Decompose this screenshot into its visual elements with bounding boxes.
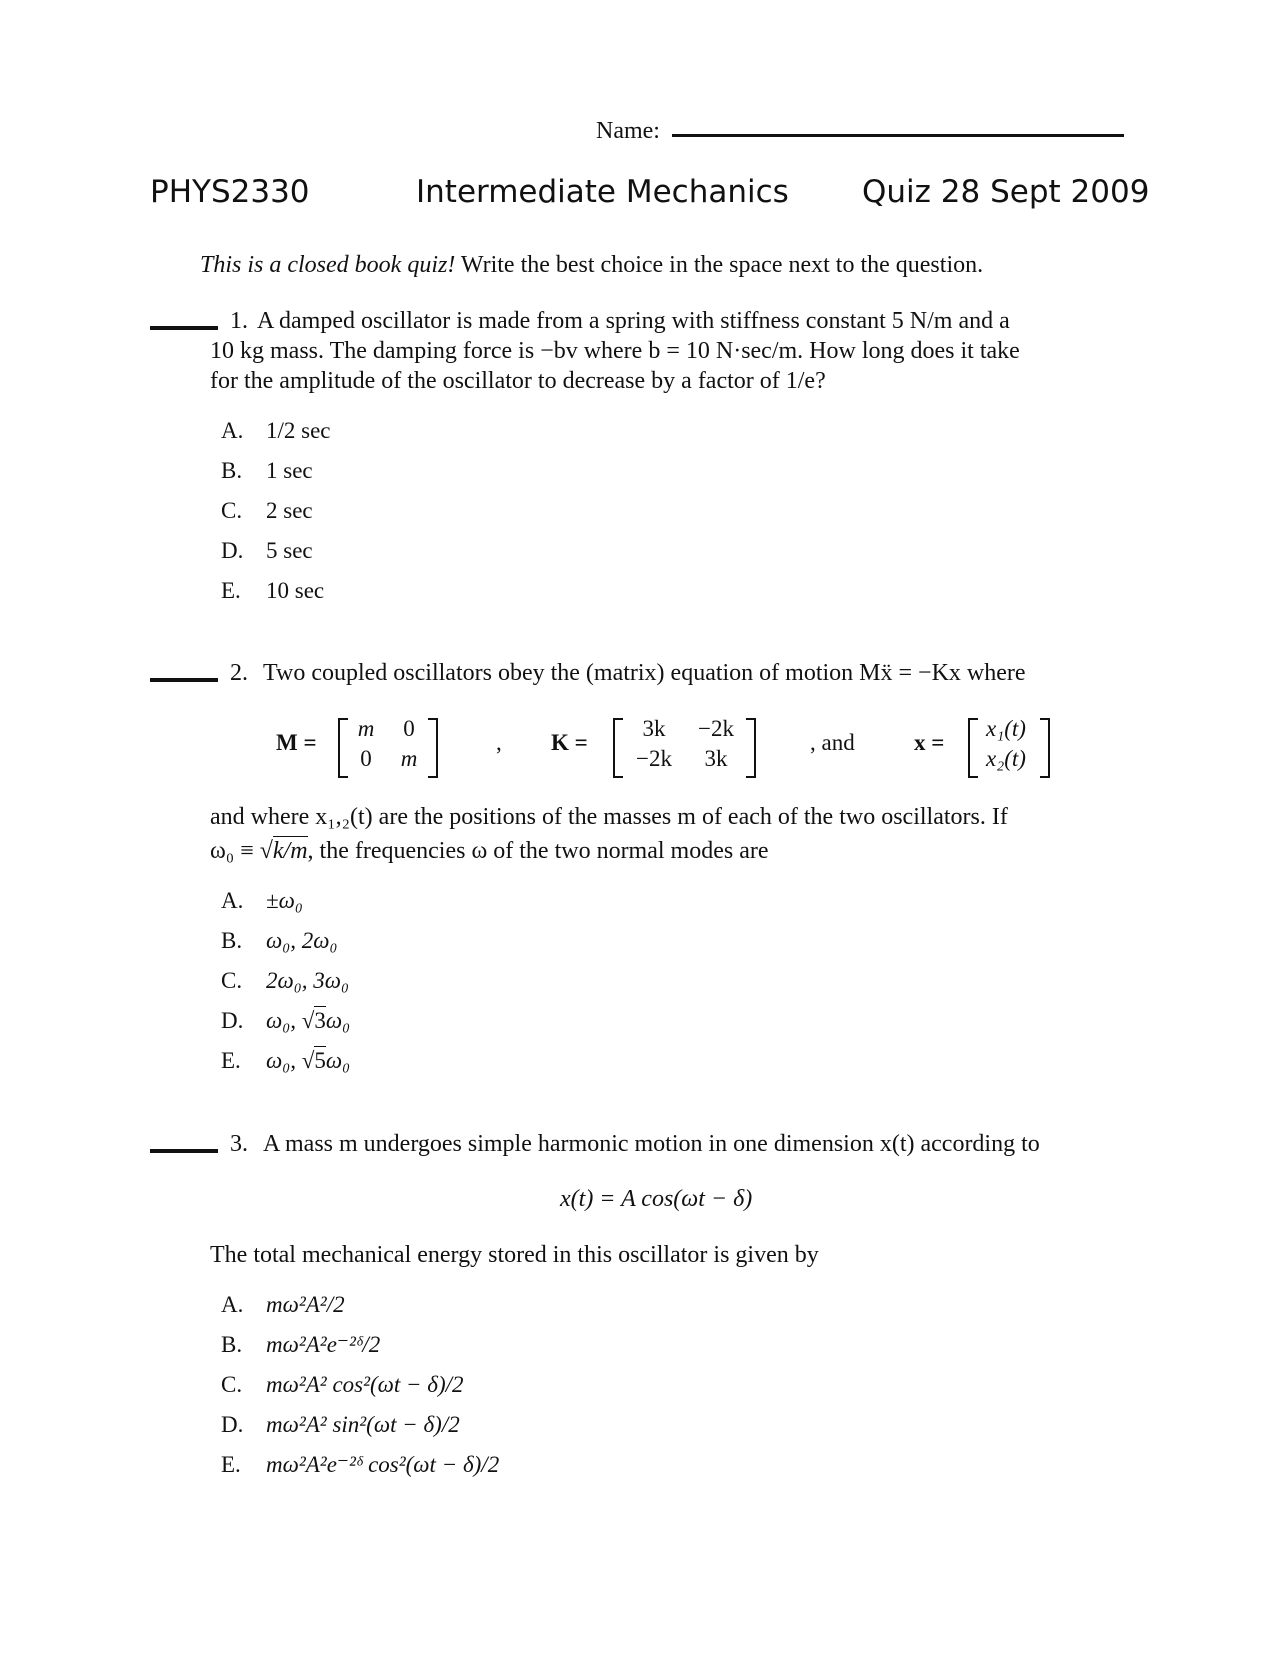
matrix-k-cell: 3k: [642, 716, 666, 741]
q3-choice-b[interactable]: B. mω²A²e⁻²ᵟ/2: [221, 1332, 381, 1357]
matrix-separator-comma: ,: [496, 730, 502, 755]
q1-choice-a[interactable]: A. 1/2 sec: [221, 418, 331, 443]
q1-text-line1: A damped oscillator is made from a spring with stiffness constant 5 N/m and a: [257, 308, 1010, 334]
q2-choice-b[interactable]: B. ω₀, 2ω₀: [221, 928, 338, 953]
instructions: [200, 250, 983, 280]
q2-choice-a[interactable]: A. ±ω₀: [221, 888, 303, 913]
matrix-k-right-bracket: [746, 718, 756, 778]
matrix-k-left-bracket: [613, 718, 623, 778]
matrix-k-cell: −2k: [636, 746, 672, 771]
q3-choice-c[interactable]: C. mω²A² cos²(ωt − δ)/2: [221, 1372, 464, 1397]
q1-answer-blank[interactable]: [150, 326, 218, 330]
matrix-m-cell: m: [400, 746, 418, 771]
q2-choice-e[interactable]: E. ω₀, √5ω₀: [221, 1048, 351, 1073]
matrix-m-cell: 0: [360, 746, 372, 771]
q2-text-line2: and where x₁,₂(t) are the positions of the masses m of each of the two oscillators. If: [210, 804, 1008, 830]
q1-choice-b[interactable]: B. 1 sec: [221, 458, 313, 483]
vector-x-right-bracket: [1040, 718, 1050, 778]
and-text: , and: [810, 730, 855, 755]
course-code: PHYS2330: [150, 174, 310, 210]
matrix-m-right-bracket: [428, 718, 438, 778]
q3-choice-e[interactable]: E. mω²A²e⁻²ᵟ cos²(ωt − δ)/2: [221, 1452, 500, 1477]
q1-number: 1.: [230, 308, 248, 334]
instructions-italic: This is a closed book quiz!: [200, 252, 456, 278]
q3-text-line2: The total mechanical energy stored in this oscillator is given by: [210, 1242, 819, 1268]
q2-choice-c[interactable]: C. 2ω₀, 3ω₀: [221, 968, 349, 993]
vector-x-cell: x₁(t): [986, 716, 1026, 741]
q1-choice-e[interactable]: E. 10 sec: [221, 578, 325, 603]
matrix-m-cell: 0: [403, 716, 415, 741]
q3-answer-blank[interactable]: [150, 1149, 218, 1153]
q1-choice-d[interactable]: D. 5 sec: [221, 538, 313, 563]
instructions-rest: Write the best choice in the space next to the question.: [460, 252, 984, 278]
vector-x-label: x =: [914, 730, 945, 755]
course-title: Intermediate Mechanics: [416, 174, 789, 210]
q2-choice-d[interactable]: D. ω₀, √3ω₀: [221, 1008, 351, 1033]
matrix-k-label: K =: [551, 730, 588, 755]
q1-text-line3: for the amplitude of the oscillator to decrease by a factor of 1/e?: [210, 368, 826, 394]
name-label: Name:: [596, 118, 660, 144]
quiz-date: Quiz 28 Sept 2009: [862, 174, 1150, 210]
matrix-k-cell: −2k: [698, 716, 734, 741]
q3-number: 3.: [230, 1131, 248, 1157]
q3-choice-d[interactable]: D. mω²A² sin²(ωt − δ)/2: [221, 1412, 460, 1437]
matrix-k-cell: 3k: [704, 746, 728, 771]
matrix-m-label: M =: [276, 730, 317, 755]
matrix-m-cell: m: [357, 716, 375, 741]
q3-equation: x(t) = A cos(ωt − δ): [560, 1186, 753, 1212]
q1-text-line2: 10 kg mass. The damping force is −bv where b = 10 N·sec/m. How long does it take: [210, 338, 1020, 364]
q2-text-line3: ω₀ ≡ √k/m, the frequencies ω of the two normal modes are: [210, 838, 769, 864]
q2-number: 2.: [230, 660, 248, 686]
q3-choice-a[interactable]: A. mω²A²/2: [221, 1292, 345, 1317]
q2-answer-blank[interactable]: [150, 678, 218, 682]
q1-choice-c[interactable]: C. 2 sec: [221, 498, 313, 523]
q3-text-line1: A mass m undergoes simple harmonic motion in one dimension x(t) according to: [263, 1131, 1040, 1157]
vector-x-cell: x₂(t): [986, 746, 1026, 771]
name-field[interactable]: [672, 134, 1124, 137]
q2-text-line1: Two coupled oscillators obey the (matrix) equation of motion Mẍ = −Kx where: [263, 660, 1026, 686]
